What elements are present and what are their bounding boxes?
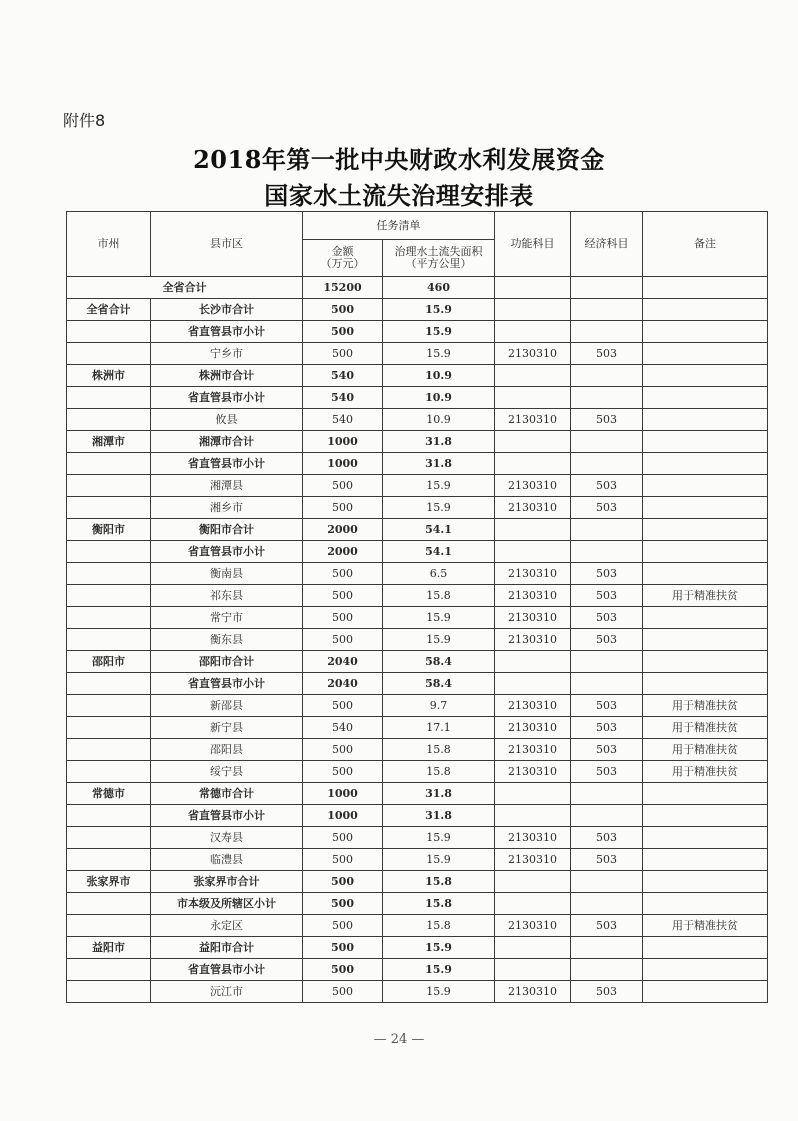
cell-amount: 500 bbox=[303, 629, 383, 651]
cell-county: 永定区 bbox=[151, 915, 303, 937]
cell-city bbox=[67, 761, 151, 783]
cell-city bbox=[67, 607, 151, 629]
cell-function-subject bbox=[495, 365, 571, 387]
cell-city bbox=[67, 409, 151, 431]
cell-economic-subject: 503 bbox=[571, 343, 643, 365]
cell-city bbox=[67, 585, 151, 607]
cell-economic-subject bbox=[571, 959, 643, 981]
table-row bbox=[67, 871, 768, 893]
cell-county: 省直管县市小计 bbox=[151, 805, 303, 827]
cell-remark bbox=[643, 365, 768, 387]
cell-county: 益阳市合计 bbox=[151, 937, 303, 959]
cell-function-subject bbox=[495, 519, 571, 541]
cell-area: 15.8 bbox=[383, 871, 495, 893]
cell-city bbox=[67, 541, 151, 563]
table-row bbox=[67, 937, 768, 959]
attachment-label: 附件8 bbox=[63, 111, 106, 130]
table-row bbox=[67, 519, 768, 541]
cell-function-subject: 2130310 bbox=[495, 915, 571, 937]
cell-economic-subject bbox=[571, 541, 643, 563]
cell-economic-subject: 503 bbox=[571, 629, 643, 651]
cell-city bbox=[67, 475, 151, 497]
cell-area: 54.1 bbox=[383, 519, 495, 541]
header-task-list: 任务清单 bbox=[303, 212, 495, 240]
cell-function-subject: 2130310 bbox=[495, 475, 571, 497]
cell-amount: 500 bbox=[303, 563, 383, 585]
cell-amount: 2040 bbox=[303, 673, 383, 695]
cell-amount: 500 bbox=[303, 893, 383, 915]
cell-economic-subject: 503 bbox=[571, 981, 643, 1003]
cell-function-subject: 2130310 bbox=[495, 981, 571, 1003]
header-amount bbox=[303, 240, 383, 277]
table-row bbox=[67, 893, 768, 915]
cell-area: 15.9 bbox=[383, 849, 495, 871]
cell-county: 株洲市合计 bbox=[151, 365, 303, 387]
cell-county: 常德市合计 bbox=[151, 783, 303, 805]
cell-economic-subject: 503 bbox=[571, 739, 643, 761]
cell-amount: 540 bbox=[303, 365, 383, 387]
cell-city bbox=[67, 849, 151, 871]
cell-city bbox=[67, 739, 151, 761]
cell-remark: 用于精准扶贫 bbox=[643, 585, 768, 607]
cell-remark bbox=[643, 343, 768, 365]
cell-economic-subject bbox=[571, 673, 643, 695]
cell-area: 460 bbox=[383, 277, 495, 299]
cell-city bbox=[67, 981, 151, 1003]
cell-county: 湘乡市 bbox=[151, 497, 303, 519]
cell-function-subject: 2130310 bbox=[495, 409, 571, 431]
cell-county: 省直管县市小计 bbox=[151, 453, 303, 475]
cell-amount: 500 bbox=[303, 915, 383, 937]
cell-county: 新宁县 bbox=[151, 717, 303, 739]
cell-county: 省直管县市小计 bbox=[151, 321, 303, 343]
header-area bbox=[383, 240, 495, 277]
cell-county: 长沙市合计 bbox=[151, 299, 303, 321]
cell-amount: 1000 bbox=[303, 453, 383, 475]
cell-county: 新邵县 bbox=[151, 695, 303, 717]
cell-area: 10.9 bbox=[383, 409, 495, 431]
cell-county: 邵阳市合计 bbox=[151, 651, 303, 673]
cell-amount: 2000 bbox=[303, 519, 383, 541]
cell-area: 58.4 bbox=[383, 651, 495, 673]
cell-remark bbox=[643, 497, 768, 519]
table-row bbox=[67, 343, 768, 365]
cell-economic-subject: 503 bbox=[571, 497, 643, 519]
header-county: 县市区 bbox=[151, 212, 303, 277]
cell-function-subject: 2130310 bbox=[495, 607, 571, 629]
cell-remark bbox=[643, 431, 768, 453]
table-row bbox=[67, 321, 768, 343]
cell-remark: 用于精准扶贫 bbox=[643, 717, 768, 739]
cell-remark bbox=[643, 453, 768, 475]
cell-remark bbox=[643, 981, 768, 1003]
cell-amount: 15200 bbox=[303, 277, 383, 299]
cell-city bbox=[67, 805, 151, 827]
table-row bbox=[67, 915, 768, 937]
cell-county: 全省合计 bbox=[67, 277, 303, 299]
cell-remark bbox=[643, 299, 768, 321]
table-row bbox=[67, 717, 768, 739]
cell-function-subject: 2130310 bbox=[495, 849, 571, 871]
cell-amount: 1000 bbox=[303, 783, 383, 805]
cell-county: 湘潭市合计 bbox=[151, 431, 303, 453]
table-row bbox=[67, 959, 768, 981]
cell-area: 15.9 bbox=[383, 937, 495, 959]
cell-economic-subject bbox=[571, 651, 643, 673]
header-city: 市州 bbox=[67, 212, 151, 277]
table-row bbox=[67, 431, 768, 453]
cell-economic-subject bbox=[571, 387, 643, 409]
cell-economic-subject bbox=[571, 321, 643, 343]
cell-economic-subject: 503 bbox=[571, 717, 643, 739]
cell-amount: 500 bbox=[303, 321, 383, 343]
table-row bbox=[67, 563, 768, 585]
cell-function-subject bbox=[495, 321, 571, 343]
cell-city: 衡阳市 bbox=[67, 519, 151, 541]
cell-amount: 500 bbox=[303, 981, 383, 1003]
cell-amount: 500 bbox=[303, 937, 383, 959]
cell-county: 衡东县 bbox=[151, 629, 303, 651]
cell-county: 祁东县 bbox=[151, 585, 303, 607]
cell-city bbox=[67, 827, 151, 849]
cell-remark: 用于精准扶贫 bbox=[643, 695, 768, 717]
cell-amount: 500 bbox=[303, 739, 383, 761]
header-amount-text: 金额 （万元） bbox=[320, 245, 365, 270]
cell-economic-subject bbox=[571, 365, 643, 387]
cell-county: 张家界市合计 bbox=[151, 871, 303, 893]
cell-function-subject: 2130310 bbox=[495, 629, 571, 651]
cell-remark bbox=[643, 783, 768, 805]
cell-city bbox=[67, 959, 151, 981]
cell-economic-subject bbox=[571, 937, 643, 959]
cell-area: 15.9 bbox=[383, 321, 495, 343]
cell-function-subject bbox=[495, 431, 571, 453]
cell-county: 省直管县市小计 bbox=[151, 673, 303, 695]
cell-city: 常德市 bbox=[67, 783, 151, 805]
cell-city bbox=[67, 343, 151, 365]
cell-amount: 500 bbox=[303, 475, 383, 497]
cell-economic-subject bbox=[571, 893, 643, 915]
cell-remark bbox=[643, 321, 768, 343]
cell-remark: 用于精准扶贫 bbox=[643, 761, 768, 783]
cell-function-subject: 2130310 bbox=[495, 717, 571, 739]
cell-function-subject: 2130310 bbox=[495, 343, 571, 365]
table-row bbox=[67, 805, 768, 827]
table-row bbox=[67, 497, 768, 519]
table-row bbox=[67, 651, 768, 673]
cell-function-subject bbox=[495, 277, 571, 299]
table-row bbox=[67, 629, 768, 651]
cell-function-subject: 2130310 bbox=[495, 695, 571, 717]
cell-function-subject bbox=[495, 541, 571, 563]
cell-area: 15.9 bbox=[383, 607, 495, 629]
cell-amount: 2000 bbox=[303, 541, 383, 563]
cell-economic-subject: 503 bbox=[571, 761, 643, 783]
cell-county: 绥宁县 bbox=[151, 761, 303, 783]
cell-function-subject bbox=[495, 387, 571, 409]
cell-remark bbox=[643, 959, 768, 981]
cell-amount: 500 bbox=[303, 299, 383, 321]
cell-function-subject: 2130310 bbox=[495, 497, 571, 519]
cell-area: 15.9 bbox=[383, 475, 495, 497]
cell-city bbox=[67, 563, 151, 585]
cell-economic-subject: 503 bbox=[571, 695, 643, 717]
cell-area: 54.1 bbox=[383, 541, 495, 563]
table-row bbox=[67, 475, 768, 497]
cell-area: 31.8 bbox=[383, 453, 495, 475]
cell-remark bbox=[643, 475, 768, 497]
cell-county: 攸县 bbox=[151, 409, 303, 431]
cell-amount: 1000 bbox=[303, 431, 383, 453]
cell-area: 15.9 bbox=[383, 959, 495, 981]
cell-area: 15.9 bbox=[383, 343, 495, 365]
cell-remark bbox=[643, 387, 768, 409]
header-economic-subject: 经济科目 bbox=[571, 212, 643, 277]
cell-area: 10.9 bbox=[383, 365, 495, 387]
cell-area: 31.8 bbox=[383, 431, 495, 453]
cell-economic-subject bbox=[571, 783, 643, 805]
cell-amount: 500 bbox=[303, 585, 383, 607]
cell-city: 益阳市 bbox=[67, 937, 151, 959]
cell-city bbox=[67, 453, 151, 475]
cell-remark bbox=[643, 541, 768, 563]
cell-amount: 540 bbox=[303, 717, 383, 739]
cell-area: 10.9 bbox=[383, 387, 495, 409]
cell-amount: 2040 bbox=[303, 651, 383, 673]
page-number: — 24 — bbox=[373, 1032, 425, 1047]
header-function-subject: 功能科目 bbox=[495, 212, 571, 277]
cell-function-subject: 2130310 bbox=[495, 827, 571, 849]
cell-county: 临澧县 bbox=[151, 849, 303, 871]
cell-city: 邵阳市 bbox=[67, 651, 151, 673]
cell-area: 15.9 bbox=[383, 629, 495, 651]
table-row bbox=[67, 299, 768, 321]
cell-remark bbox=[643, 277, 768, 299]
cell-city bbox=[67, 673, 151, 695]
cell-amount: 500 bbox=[303, 343, 383, 365]
cell-city bbox=[67, 915, 151, 937]
cell-city bbox=[67, 695, 151, 717]
cell-area: 58.4 bbox=[383, 673, 495, 695]
table-row bbox=[67, 277, 768, 299]
cell-amount: 500 bbox=[303, 959, 383, 981]
cell-amount: 500 bbox=[303, 849, 383, 871]
cell-amount: 540 bbox=[303, 387, 383, 409]
cell-economic-subject bbox=[571, 805, 643, 827]
cell-amount: 500 bbox=[303, 827, 383, 849]
cell-amount: 1000 bbox=[303, 805, 383, 827]
cell-economic-subject bbox=[571, 519, 643, 541]
cell-county: 常宁市 bbox=[151, 607, 303, 629]
table-row bbox=[67, 585, 768, 607]
table-row bbox=[67, 783, 768, 805]
cell-city: 全省合计 bbox=[67, 299, 151, 321]
cell-county: 衡南县 bbox=[151, 563, 303, 585]
header-area-text: 治理水土流失面积 （平方公里） bbox=[394, 245, 483, 270]
cell-remark: 用于精准扶贫 bbox=[643, 739, 768, 761]
cell-area: 17.1 bbox=[383, 717, 495, 739]
cell-function-subject: 2130310 bbox=[495, 761, 571, 783]
table-row bbox=[67, 695, 768, 717]
cell-area: 15.9 bbox=[383, 981, 495, 1003]
cell-remark bbox=[643, 409, 768, 431]
cell-function-subject: 2130310 bbox=[495, 563, 571, 585]
cell-economic-subject bbox=[571, 453, 643, 475]
cell-remark bbox=[643, 871, 768, 893]
cell-remark bbox=[643, 629, 768, 651]
cell-function-subject bbox=[495, 783, 571, 805]
cell-county: 宁乡市 bbox=[151, 343, 303, 365]
cell-remark bbox=[643, 651, 768, 673]
cell-city: 湘潭市 bbox=[67, 431, 151, 453]
cell-economic-subject: 503 bbox=[571, 849, 643, 871]
cell-area: 15.8 bbox=[383, 915, 495, 937]
cell-function-subject bbox=[495, 453, 571, 475]
table-row bbox=[67, 673, 768, 695]
cell-remark bbox=[643, 827, 768, 849]
document-title-line2: 国家水土流失治理安排表 bbox=[264, 181, 534, 210]
cell-city bbox=[67, 497, 151, 519]
cell-economic-subject bbox=[571, 277, 643, 299]
cell-county: 市本级及所辖区小计 bbox=[151, 893, 303, 915]
table-row bbox=[67, 607, 768, 629]
cell-remark bbox=[643, 805, 768, 827]
cell-economic-subject: 503 bbox=[571, 827, 643, 849]
cell-function-subject bbox=[495, 299, 571, 321]
cell-function-subject: 2130310 bbox=[495, 585, 571, 607]
table-row bbox=[67, 409, 768, 431]
cell-county: 省直管县市小计 bbox=[151, 541, 303, 563]
table-row bbox=[67, 827, 768, 849]
cell-area: 31.8 bbox=[383, 783, 495, 805]
table-row bbox=[67, 453, 768, 475]
cell-area: 15.9 bbox=[383, 299, 495, 321]
cell-amount: 500 bbox=[303, 607, 383, 629]
cell-remark bbox=[643, 519, 768, 541]
cell-remark bbox=[643, 893, 768, 915]
cell-remark bbox=[643, 849, 768, 871]
table-row bbox=[67, 981, 768, 1003]
cell-city bbox=[67, 629, 151, 651]
cell-amount: 500 bbox=[303, 761, 383, 783]
cell-function-subject bbox=[495, 871, 571, 893]
cell-economic-subject: 503 bbox=[571, 915, 643, 937]
cell-county: 省直管县市小计 bbox=[151, 959, 303, 981]
cell-remark bbox=[643, 563, 768, 585]
cell-county: 沅江市 bbox=[151, 981, 303, 1003]
cell-area: 15.8 bbox=[383, 585, 495, 607]
cell-amount: 500 bbox=[303, 695, 383, 717]
cell-area: 15.9 bbox=[383, 827, 495, 849]
cell-function-subject bbox=[495, 673, 571, 695]
cell-economic-subject: 503 bbox=[571, 607, 643, 629]
allocation-table bbox=[66, 211, 768, 1003]
document-title-line1: 2018年第一批中央财政水利发展资金 bbox=[193, 145, 605, 174]
cell-economic-subject: 503 bbox=[571, 585, 643, 607]
cell-economic-subject bbox=[571, 431, 643, 453]
cell-area: 6.5 bbox=[383, 563, 495, 585]
cell-city bbox=[67, 387, 151, 409]
cell-economic-subject: 503 bbox=[571, 409, 643, 431]
cell-county: 邵阳县 bbox=[151, 739, 303, 761]
table-row bbox=[67, 541, 768, 563]
cell-area: 15.9 bbox=[383, 497, 495, 519]
cell-function-subject bbox=[495, 893, 571, 915]
cell-function-subject bbox=[495, 651, 571, 673]
cell-county: 汉寿县 bbox=[151, 827, 303, 849]
cell-remark bbox=[643, 937, 768, 959]
cell-county: 省直管县市小计 bbox=[151, 387, 303, 409]
cell-function-subject: 2130310 bbox=[495, 739, 571, 761]
cell-function-subject bbox=[495, 805, 571, 827]
table-row bbox=[67, 761, 768, 783]
table-row bbox=[67, 739, 768, 761]
cell-remark bbox=[643, 607, 768, 629]
cell-county: 衡阳市合计 bbox=[151, 519, 303, 541]
cell-city: 张家界市 bbox=[67, 871, 151, 893]
cell-amount: 500 bbox=[303, 497, 383, 519]
table-row bbox=[67, 849, 768, 871]
table-row bbox=[67, 387, 768, 409]
cell-remark bbox=[643, 673, 768, 695]
cell-amount: 540 bbox=[303, 409, 383, 431]
header-row bbox=[67, 212, 768, 240]
cell-economic-subject: 503 bbox=[571, 563, 643, 585]
cell-area: 31.8 bbox=[383, 805, 495, 827]
cell-area: 15.8 bbox=[383, 761, 495, 783]
cell-county: 湘潭县 bbox=[151, 475, 303, 497]
cell-function-subject bbox=[495, 937, 571, 959]
header-remark: 备注 bbox=[643, 212, 768, 277]
cell-city bbox=[67, 321, 151, 343]
cell-area: 9.7 bbox=[383, 695, 495, 717]
table-row bbox=[67, 365, 768, 387]
cell-economic-subject: 503 bbox=[571, 475, 643, 497]
cell-city: 株洲市 bbox=[67, 365, 151, 387]
cell-city bbox=[67, 893, 151, 915]
cell-function-subject bbox=[495, 959, 571, 981]
cell-economic-subject bbox=[571, 871, 643, 893]
cell-remark: 用于精准扶贫 bbox=[643, 915, 768, 937]
cell-economic-subject bbox=[571, 299, 643, 321]
cell-amount: 500 bbox=[303, 871, 383, 893]
cell-area: 15.8 bbox=[383, 739, 495, 761]
cell-city bbox=[67, 717, 151, 739]
cell-area: 15.8 bbox=[383, 893, 495, 915]
